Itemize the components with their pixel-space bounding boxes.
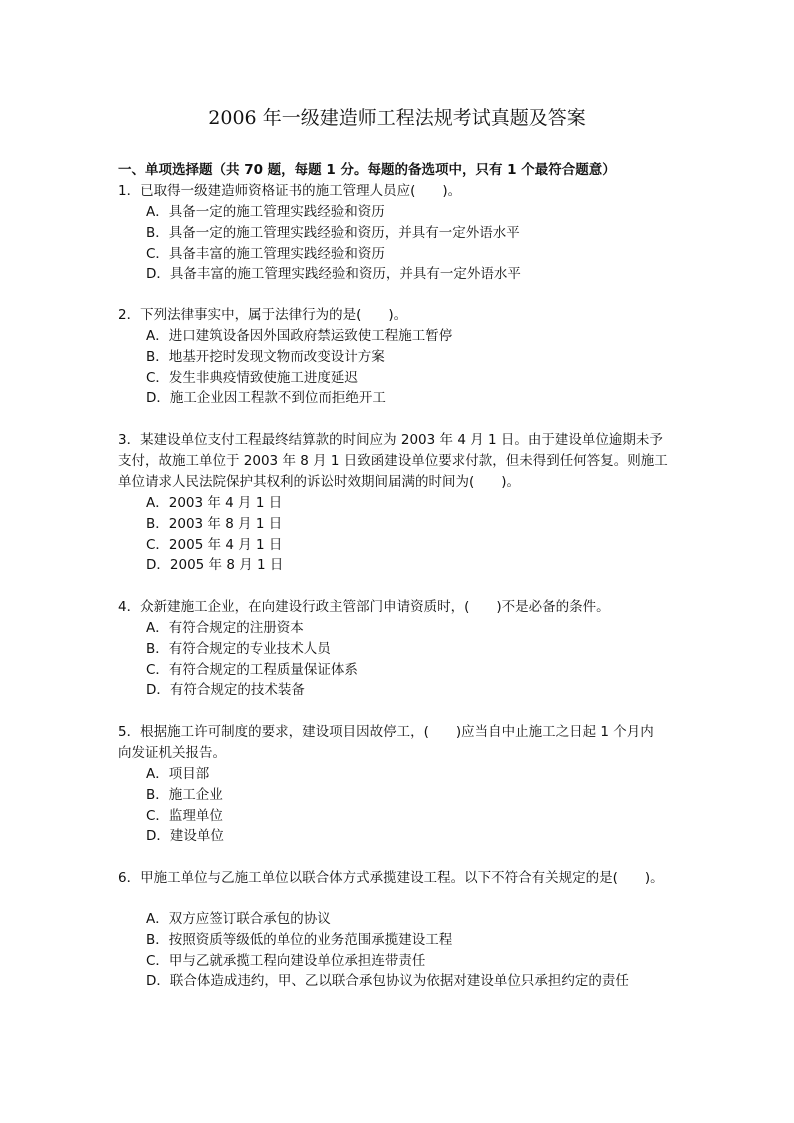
question-6 — [118, 868, 698, 992]
option-list — [118, 909, 698, 992]
option-b: B．具备一定的施工管理实践经验和资历，并具有一定外语水平 — [146, 224, 520, 241]
option-b: B．按照资质等级低的单位的业务范围承揽建设工程 — [146, 931, 453, 948]
option-list — [118, 202, 698, 285]
option-list — [118, 618, 698, 701]
option-c: C．甲与乙就承揽工程向建设单位承担连带责任 — [146, 952, 426, 969]
question-3 — [118, 430, 698, 576]
option-a: A．2003 年 4 月 1 日 — [146, 495, 283, 511]
option-a: A．项目部 — [146, 766, 210, 782]
section-heading: 一、单项选择题（共 70 题，每题 1 分。每题的备选项中，只有 1 个最符合题意） — [118, 162, 616, 178]
option-d: D．联合体造成违约，甲、乙以联合承包协议为依据对建设单位只承担约定的责任 — [146, 973, 629, 990]
option-a: A．双方应签订联合承包的协议 — [146, 911, 331, 927]
option-list — [118, 326, 698, 409]
question-stem-line: 3．某建设单位支付工程最终结算款的时间应为 2003 年 4 月 1 日。由于建设单位逾期未予 — [118, 432, 663, 448]
question-5 — [118, 722, 698, 847]
question-stem: 4．众新建施工企业，在向建设行政主管部门申请资质时，( )不是必备的条件。 — [118, 599, 610, 615]
option-c: C．有符合规定的工程质量保证体系 — [146, 661, 358, 678]
option-a: A．进口建筑设备因外国政府禁运致使工程施工暂停 — [146, 328, 453, 344]
option-c: C．具备丰富的施工管理实践经验和资历 — [146, 245, 385, 262]
option-d: D．施工企业因工程款不到位而拒绝开工 — [146, 390, 386, 407]
option-list — [118, 493, 698, 576]
option-c: C．监理单位 — [146, 807, 223, 824]
option-b: B．有符合规定的专业技术人员 — [146, 640, 331, 657]
question-stem-line: 5．根据施工许可制度的要求，建设项目因故停工，( )应当自中止施工之日起 1 个月内 — [118, 724, 654, 740]
option-d: D．建设单位 — [146, 828, 224, 845]
question-stem-line: 单位请求人民法院保护其权利的诉讼时效期间届满的时间为( )。 — [118, 474, 521, 490]
option-list — [118, 764, 698, 847]
question-stem: 6．甲施工单位与乙施工单位以联合体方式承揽建设工程。以下不符合有关规定的是( )。 — [118, 870, 664, 886]
question-1 — [118, 181, 698, 285]
option-b: B．施工企业 — [146, 786, 223, 803]
option-d: D．2005 年 8 月 1 日 — [146, 557, 284, 574]
option-c: C．2005 年 4 月 1 日 — [146, 536, 283, 553]
blank-line — [118, 889, 698, 909]
question-stem-line: 向发证机关报告。 — [118, 745, 226, 761]
question-stem: 1．已取得一级建造师资格证书的施工管理人员应( )。 — [118, 183, 462, 199]
option-d: D．有符合规定的技术装备 — [146, 682, 305, 699]
option-b: B．2003 年 8 月 1 日 — [146, 515, 283, 532]
question-4 — [118, 597, 698, 701]
option-a: A．有符合规定的注册资本 — [146, 620, 304, 636]
option-d: D．具备丰富的施工管理实践经验和资历，并具有一定外语水平 — [146, 266, 521, 283]
option-a: A．具备一定的施工管理实践经验和资历 — [146, 204, 385, 220]
option-c: C．发生非典疫情致使施工进度延迟 — [146, 369, 358, 386]
document-title: 2006 年一级建造师工程法规考试真题及答案 — [208, 107, 586, 129]
question-stem: 2．下列法律事实中，属于法律行为的是( )。 — [118, 307, 408, 323]
question-2 — [118, 305, 698, 409]
option-b: B．地基开挖时发现文物而改变设计方案 — [146, 348, 385, 365]
question-stem-line: 支付，故施工单位于 2003 年 8 月 1 日致函建设单位要求付款，但未得到任何答复。则施工 — [118, 453, 668, 469]
